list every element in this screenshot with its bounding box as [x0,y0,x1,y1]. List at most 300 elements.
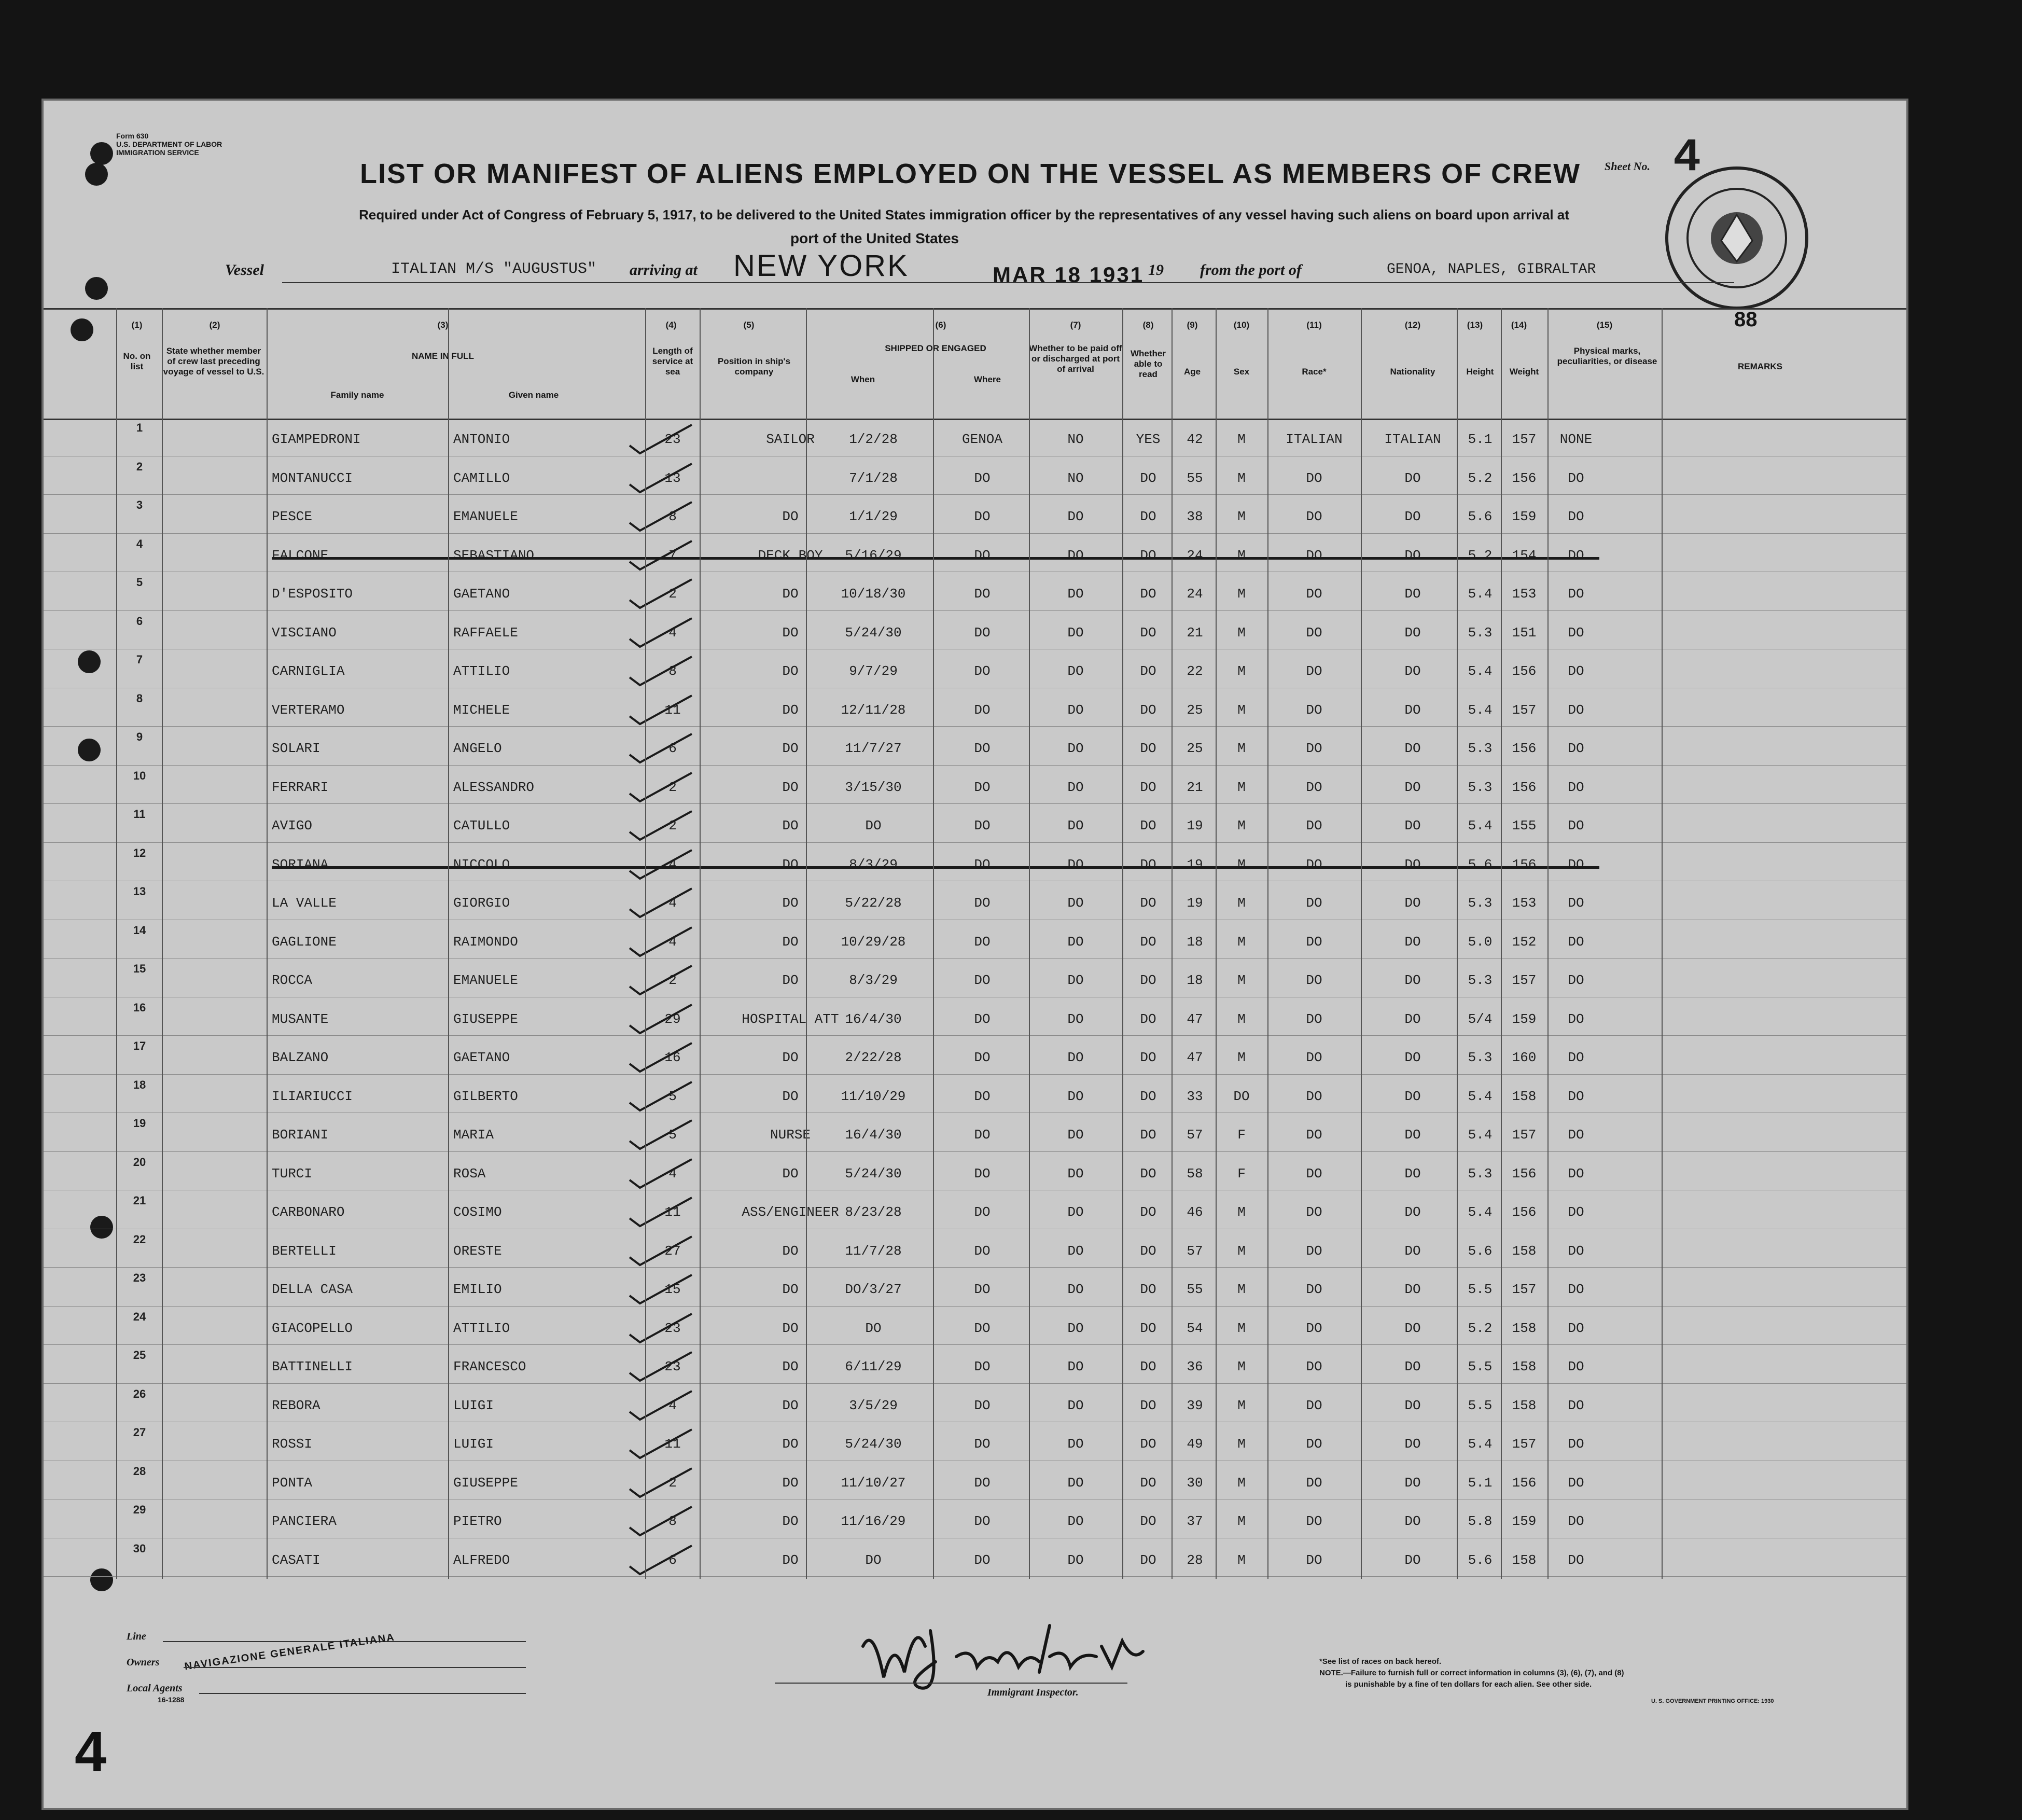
cell-age: 47 [1187,1011,1203,1027]
cell-position: DO [782,1475,799,1491]
cell-height: 5.4 [1468,1088,1493,1104]
cell-where: DO [974,547,991,563]
cell-read: DO [1140,547,1156,563]
cell-read: DO [1140,895,1156,911]
check-mark [614,1234,697,1270]
cell-nationality: DO [1404,1050,1421,1065]
cell-family: GIAMPEDRONI [272,432,361,447]
cell-length: 4 [668,856,677,872]
cell-race: DO [1306,1011,1322,1027]
cell-nationality: DO [1404,702,1421,718]
cell-race: DO [1306,972,1322,988]
col-header-shipped: SHIPPED OR ENGAGED [885,343,986,353]
cell-length: 2 [668,972,677,988]
cell-where: DO [974,1552,991,1568]
cell-family: ROCCA [272,972,313,988]
col-header-read: Whether able to read [1131,349,1166,379]
cell-age: 18 [1187,934,1203,950]
col-header-no: No. on list [123,351,151,371]
cell-physical: DO [1568,509,1584,524]
cell-race: DO [1306,586,1322,602]
cell-sex: M [1237,1320,1246,1336]
cell-nationality: DO [1404,934,1421,950]
col-num-1: (1) [131,320,143,330]
cell-when: 11/7/28 [845,1243,902,1259]
cell-weight: 156 [1512,1165,1537,1182]
cell-when: 16/4/30 [845,1011,902,1027]
cell-sex: M [1237,1359,1246,1374]
col-header-sex: Sex [1233,367,1250,377]
cell-race: DO [1306,895,1322,911]
cell-position: NURSE [770,1127,811,1143]
cell-weight: 157 [1512,1127,1537,1143]
cell-when: 8/23/28 [845,1204,902,1220]
cell-family: BALZANO [272,1050,329,1065]
cell-age: 22 [1187,663,1203,679]
cell-height: 5.5 [1468,1397,1493,1413]
cell-weight: 157 [1512,1436,1537,1452]
cell-position: DO [782,818,799,833]
cell-race: DO [1306,1050,1322,1065]
cell-read: DO [1140,741,1156,756]
cell-where: DO [974,779,991,795]
cell-sex: M [1237,779,1246,795]
cell-physical: DO [1568,1359,1584,1374]
cell-position: HOSPITAL ATT [742,1011,839,1027]
col-header-state: State whether member of crew last preceding voyage of vessel to U.S. [163,346,264,377]
cell-given: EMILIO [453,1282,502,1297]
punch-hole [90,142,113,165]
column-rule [116,308,117,1579]
cell-read: DO [1140,972,1156,988]
cell-weight: 156 [1512,663,1537,679]
cell-paid: DO [1067,1050,1084,1065]
cell-nationality: DO [1404,1513,1421,1529]
cell-no: 20 [133,1155,146,1169]
cell-read: DO [1140,1243,1156,1259]
table-row [44,688,1906,727]
check-mark [614,1157,697,1193]
cell-race: DO [1306,1397,1322,1413]
cell-height: 5.3 [1468,1050,1493,1065]
cell-paid: DO [1067,1282,1084,1297]
cell-age: 19 [1187,818,1203,833]
cell-given: GILBERTO [453,1088,518,1104]
cell-family: VISCIANO [272,624,337,641]
cell-where: DO [974,663,991,679]
form-line: Form 630 [116,132,149,140]
cell-weight: 156 [1512,1204,1537,1220]
cell-read: DO [1140,1359,1156,1374]
cell-no: 21 [133,1194,146,1207]
cell-nationality: DO [1404,1011,1421,1027]
col-header-where: Where [974,374,1001,384]
cell-family: AVIGO [272,818,313,833]
year-prefix: 19 [1148,261,1164,279]
cell-weight: 160 [1512,1050,1537,1065]
cell-physical: DO [1568,1204,1584,1220]
cell-where: DO [974,1513,991,1529]
cell-nationality: DO [1404,1359,1421,1374]
cell-nationality: DO [1404,779,1421,795]
col-header-position: Position in ship's company [717,356,791,377]
table-row [44,920,1906,959]
cell-nationality: DO [1404,1243,1421,1259]
cell-weight: 153 [1512,895,1537,911]
arriving-port: NEW YORK [733,249,909,283]
cell-when: 11/16/29 [841,1513,906,1529]
cell-where: DO [974,702,991,718]
cell-nationality: DO [1404,895,1421,911]
cell-physical: DO [1568,972,1584,988]
cell-age: 55 [1187,1282,1203,1297]
col-num-10: (10) [1233,320,1250,330]
cell-no: 12 [133,846,146,859]
cell-family: FALCONE [272,547,329,563]
cell-nationality: DO [1404,1282,1421,1297]
cell-when: 11/10/29 [841,1088,906,1104]
cell-sex: F [1237,1127,1246,1143]
cell-read: DO [1140,1397,1156,1413]
cell-age: 49 [1187,1436,1203,1452]
cell-when: 3/15/30 [845,779,902,795]
cell-length: 8 [668,509,677,524]
cell-nationality: DO [1404,1397,1421,1413]
cell-physical: DO [1568,741,1584,756]
cell-length: 4 [668,934,677,950]
from-port-label: from the port of [1200,261,1302,279]
cell-when: 5/24/30 [845,1165,902,1182]
cell-age: 47 [1187,1050,1203,1065]
cell-sex: F [1237,1165,1246,1182]
cell-nationality: DO [1404,470,1421,486]
cell-given: CAMILLO [453,470,510,486]
cell-height: 5.4 [1468,1204,1493,1220]
agents-label: Local Agents [127,1683,183,1694]
cell-sex: M [1237,972,1246,988]
check-mark [614,654,697,690]
cell-height: 5.6 [1468,509,1493,524]
column-rule [1122,308,1123,1579]
cell-given: ANTONIO [453,432,510,447]
cell-given: ORESTE [453,1243,502,1259]
cell-sex: M [1237,856,1246,872]
cell-position: DO [782,509,799,524]
table-row [44,649,1906,688]
check-mark [614,925,697,961]
cell-physical: DO [1568,1513,1584,1529]
check-mark [614,963,697,999]
subtitle-line-1: Required under Act of Congress of February 5, 1917, to be delivered to the United States immigration officer by the representatives of any vessel having such aliens on board upon arrival at [359,207,1569,223]
cell-position: DO [782,779,799,795]
cell-sex: M [1237,1475,1246,1491]
table-row [44,417,1906,456]
table-row [44,1538,1906,1577]
cell-race: DO [1306,1552,1322,1568]
cell-sex: M [1237,1282,1246,1297]
cell-physical: DO [1568,1243,1584,1259]
cell-physical: DO [1568,1050,1584,1065]
cell-length: 23 [664,1359,681,1374]
cell-given: PIETRO [453,1513,502,1529]
cell-physical: DO [1568,1320,1584,1336]
cell-no: 17 [133,1039,146,1052]
manifest-title: LIST OR MANIFEST OF ALIENS EMPLOYED ON THE VESSEL AS MEMBERS OF CREW [360,158,1581,189]
cell-weight: 158 [1512,1552,1537,1568]
cell-given: MARIA [453,1127,494,1143]
cell-physical: DO [1568,586,1584,602]
cell-position: DO [782,663,799,679]
cell-sex: M [1237,547,1246,563]
cell-family: VERTERAMO [272,702,345,718]
cell-position: DO [782,1359,799,1374]
cell-age: 18 [1187,972,1203,988]
cell-family: BORIANI [272,1127,329,1143]
cell-family: CARNIGLIA [272,663,345,679]
cell-no: 28 [133,1464,146,1478]
cell-when: 5/22/28 [845,895,902,911]
column-rule [448,308,449,1579]
cell-position: DO [782,586,799,602]
cell-physical: DO [1568,1127,1584,1143]
column-rule [1172,308,1173,1579]
cell-when: 10/18/30 [841,586,906,602]
cell-position: DO [782,895,799,911]
cell-where: DO [974,509,991,524]
cell-physical: DO [1568,702,1584,718]
cell-length: 11 [664,1436,681,1452]
cell-when: 8/3/29 [849,856,898,872]
cell-race: ITALIAN [1286,432,1343,447]
cell-read: DO [1140,1088,1156,1104]
cell-race: DO [1306,1127,1322,1143]
cell-position: DO [782,624,799,641]
cell-length: 5 [668,1127,677,1143]
cell-weight: 158 [1512,1397,1537,1413]
cell-when: 9/7/29 [849,663,898,679]
table-row [44,765,1906,804]
cell-paid: DO [1067,779,1084,795]
cell-length: 16 [664,1050,681,1065]
cell-physical: DO [1568,470,1584,486]
cell-family: DELLA CASA [272,1282,353,1297]
cell-length: 11 [664,702,681,718]
cell-age: 25 [1187,702,1203,718]
table-row [44,1499,1906,1538]
check-mark [614,1040,697,1077]
vessel-name: ITALIAN M/S "AUGUSTUS" [391,260,597,278]
cell-sex: M [1237,586,1246,602]
cell-given: GIUSEPPE [453,1475,518,1491]
printing-office: U. S. GOVERNMENT PRINTING OFFICE: 1930 [1651,1698,1774,1704]
cell-length: 4 [668,1165,677,1182]
cell-height: 5.4 [1468,1127,1493,1143]
cell-read: DO [1140,1282,1156,1297]
cell-sex: M [1237,895,1246,911]
cell-age: 38 [1187,509,1203,524]
cell-physical: DO [1568,624,1584,641]
cell-height: 5.3 [1468,1165,1493,1182]
cell-read: DO [1140,586,1156,602]
cell-sex: M [1237,470,1246,486]
cell-where: DO [974,1320,991,1336]
cell-race: DO [1306,547,1322,563]
cell-position: DO [782,1165,799,1182]
strike-through-line [272,557,1599,560]
cell-physical: DO [1568,1436,1584,1452]
cell-given: RAIMONDO [453,934,518,950]
cell-weight: 152 [1512,934,1537,950]
cell-height: 5.5 [1468,1282,1493,1297]
cell-race: DO [1306,509,1322,524]
cell-physical: DO [1568,895,1584,911]
cell-given: ATTILIO [453,663,510,679]
cell-no: 22 [133,1232,146,1246]
cell-where: DO [974,1397,991,1413]
cell-read: DO [1140,856,1156,872]
cell-read: DO [1140,1127,1156,1143]
cell-paid: DO [1067,1011,1084,1027]
page-number: 88 [1734,308,1758,331]
cell-when: 6/11/29 [845,1359,902,1374]
cell-read: YES [1136,432,1161,447]
cell-nationality: DO [1404,1475,1421,1491]
cell-weight: 157 [1512,432,1537,447]
cell-nationality: DO [1404,547,1421,563]
cell-read: DO [1140,934,1156,950]
cell-paid: DO [1067,1359,1084,1374]
cell-family: ILIARIUCCI [272,1088,353,1104]
cell-given: CATULLO [453,818,510,833]
punch-hole [85,277,108,300]
cell-no: 6 [136,614,143,628]
cell-sex: M [1237,1436,1246,1452]
cell-length: 8 [668,1513,677,1529]
cell-given: ANGELO [453,741,502,756]
cell-height: 5.8 [1468,1513,1493,1529]
cell-length: 2 [668,586,677,602]
cell-family: BATTINELLI [272,1359,353,1374]
cell-age: 19 [1187,856,1203,872]
cell-height: 5/4 [1468,1011,1493,1027]
cell-age: 46 [1187,1204,1203,1220]
cell-no: 10 [133,769,146,782]
cell-where: DO [974,1204,991,1220]
cell-no: 24 [133,1310,146,1323]
cell-sex: M [1237,818,1246,833]
arrival-date: MAR 18 1931 [993,262,1145,287]
cell-given: NICCOLO [453,856,510,872]
cell-given: GAETANO [453,1050,510,1065]
column-rule [267,308,268,1579]
check-mark [614,809,697,845]
cell-read: DO [1140,1165,1156,1182]
owners-stamp: NAVIGAZIONE GENERALE ITALIANA [184,1631,396,1673]
owners-label: Owners [127,1657,160,1668]
cell-weight: 158 [1512,1243,1537,1259]
cell-physical: DO [1568,818,1584,833]
cell-no: 29 [133,1503,146,1516]
cell-sex: M [1237,509,1246,524]
cell-race: DO [1306,1359,1322,1374]
cell-paid: DO [1067,586,1084,602]
cell-age: 36 [1187,1359,1203,1374]
table-row [44,1422,1906,1461]
cell-length: 13 [664,470,681,486]
cell-where: DO [974,934,991,950]
cell-where: DO [974,1088,991,1104]
cell-height: 5.0 [1468,934,1493,950]
cell-length: 11 [664,1204,681,1220]
cell-given: GIORGIO [453,895,510,911]
cell-weight: 156 [1512,779,1537,795]
cell-height: 5.4 [1468,663,1493,679]
check-mark [614,1504,697,1540]
cell-given: MICHELE [453,702,510,718]
cell-family: SORIANA [272,856,329,872]
cell-where: DO [974,1011,991,1027]
table-row [44,494,1906,534]
col-header-name: NAME IN FULL [412,351,474,361]
cell-nationality: ITALIAN [1384,432,1441,447]
form-identifier [116,132,222,157]
cell-sex: M [1237,1011,1246,1027]
cell-position: ASS/ENGINEER [742,1204,839,1220]
cell-when: 7/1/28 [849,470,898,486]
table-row [44,1267,1906,1307]
check-mark [614,886,697,922]
column-rule [162,308,163,1579]
cell-sex: M [1237,1552,1246,1568]
cell-given: SEBASTIANO [453,547,535,563]
cell-weight: 159 [1512,509,1537,524]
cell-where: DO [974,586,991,602]
cell-race: DO [1306,779,1322,795]
cell-weight: 156 [1512,741,1537,756]
col-num-6: (6) [935,320,946,330]
manifest-page [41,99,1908,1810]
check-mark [614,538,697,575]
cell-position: SAILOR [766,432,815,447]
cell-physical: DO [1568,1165,1584,1182]
cell-weight: 158 [1512,1320,1537,1336]
cell-height: 5.4 [1468,586,1493,602]
cell-sex: M [1237,1050,1246,1065]
cell-race: DO [1306,1204,1322,1220]
cell-when: 3/5/29 [849,1397,898,1413]
column-rule [1547,308,1549,1579]
column-header-row [44,308,1906,420]
table-row [44,1229,1906,1268]
col-header-when: When [850,374,875,384]
cell-length: 2 [668,779,677,795]
check-mark [614,1272,697,1309]
col-num-4: (4) [665,320,677,330]
table-row [44,997,1906,1036]
cell-where: DO [974,972,991,988]
cell-height: 5.4 [1468,1436,1493,1452]
cell-age: 21 [1187,624,1203,641]
cell-where: DO [974,818,991,833]
cell-paid: DO [1067,1436,1084,1452]
cell-read: DO [1140,1475,1156,1491]
cell-where: DO [974,1436,991,1452]
cell-position: DO [782,1088,799,1104]
cell-read: DO [1140,509,1156,524]
table-row [44,842,1906,882]
cell-race: DO [1306,741,1322,756]
cell-physical: NONE [1559,432,1593,447]
